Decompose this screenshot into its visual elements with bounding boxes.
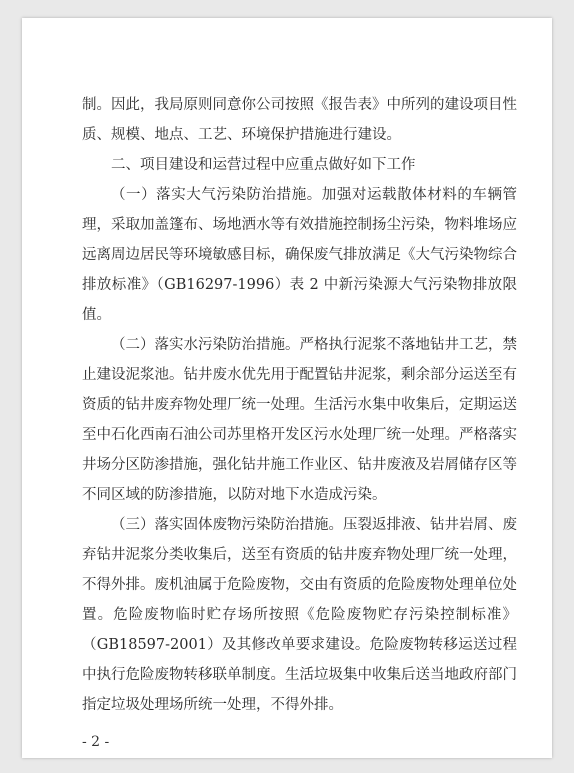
paragraph-continuation: 制。因此，我局原则同意你公司按照《报告表》中所列的建设项目性质、规模、地点、工艺、环境保护措施进行建设。 — [82, 97, 517, 143]
section-heading: 二、项目建设和运营过程中应重点做好如下工作 — [111, 157, 416, 173]
paragraph-water-pollution: （二）落实水污染防治措施。严格执行泥浆不落地钻井工艺，禁止建设泥浆池。钻井废水优先用于配置钻井泥浆，剩余部分运送至有资质的钻井废弃物处理厂统一处理。生活污水集中收集后，定期运送至中石化西南石油公司苏里格开发区污水处理厂统一处理。严格落实井场分区防渗措施，强化钻井施工作业区、钻井废液及岩屑储存区等不同区域的防渗措施，以防对地下水造成污染。 — [82, 337, 517, 503]
document-page — [22, 18, 552, 758]
paragraph-air-pollution: （一）落实大气污染防治措施。加强对运载散体材料的车辆管理，采取加盖篷布、场地洒水等有效措施控制扬尘污染，物料堆场应远离周边居民等环境敏感目标，确保废气排放满足《大气污染物综合排放标准》（GB16297-1996）表 2 中新污染源大气污染物排放限值。 — [82, 187, 517, 323]
page-number: - 2 - — [82, 734, 110, 750]
document-body — [82, 90, 517, 720]
paragraph-solid-waste: （三）落实固体废物污染防治措施。压裂返排液、钻井岩屑、废弃钻井泥浆分类收集后，送至有资质的钻井废弃物处理厂统一处理，不得外排。废机油属于危险废物，交由有资质的危险废物处理单位处置。危险废物临时贮存场所按照《危险废物贮存污染控制标准》（GB18597-2001）及其修改单要求建设。危险废物转移运送过程中执行危险废物转移联单制度。生活垃圾集中收集后送当地政府部门指定垃圾处理场所统一处理，不得外排。 — [82, 517, 517, 713]
